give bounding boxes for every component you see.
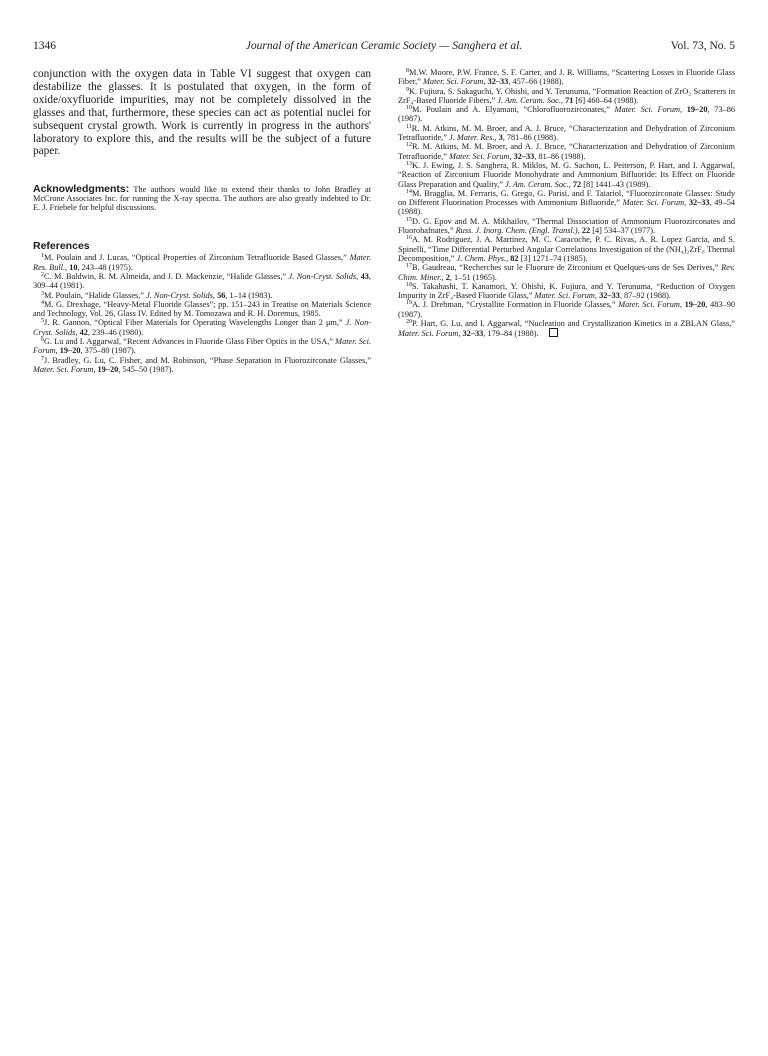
reference-citation: J. Bradley, G. Lu, C. Fisher, and M. Robinson, “Phase Separation in Fluorozirconate Glasses,” xyxy=(44,355,371,365)
reference-pages: , 81–86 (1988). xyxy=(534,151,586,161)
reference-citation: K. Fujiura, S. Sakaguchi, Y. Ohishi, and Y. Terunuma, “Formation Reaction of ZrO₂ Scatterers in ZrF₄-Based Fluoride Fibers,” xyxy=(398,86,735,105)
reference-journal: Mater. Sci. Forum, xyxy=(618,300,682,310)
reference-journal: Mater. Sci. Forum, xyxy=(614,105,683,115)
reference-item xyxy=(398,105,735,124)
reference-citation: S. Takahashi, T. Kanamori, Y. Ohishi, K. Fujiura, and Y. Terunuma, “Reduction of Oxygen Impurity in ZrF₄-Based Fluoride Glass,” xyxy=(398,281,735,301)
reference-journal: Mater. Sci. Forum, xyxy=(449,151,512,161)
left-column xyxy=(33,68,371,374)
reference-pages: , 179–84 (1988). xyxy=(483,329,539,339)
reference-item xyxy=(33,300,371,319)
reference-journal: Mater. Sci. Forum, xyxy=(622,198,687,208)
reference-pages: , 483–90 (1987). xyxy=(398,300,736,319)
reference-number: 7 xyxy=(41,355,44,362)
reference-number: 6 xyxy=(41,337,44,344)
reference-journal: J. Chem. Phys., xyxy=(456,253,509,263)
reference-item xyxy=(398,217,735,236)
reference-item xyxy=(398,124,735,143)
reference-citation: A. M. Rodriguez, J. A. Martinez, M. C. Caracoche, P. C. Rivas, A. R. Lopez Garcia, and S. Spinelli, “Time Differential Perturbed Angular Correlations Investigation of the (NH₄)₂ZrF₆ Thermal Decomposition,” xyxy=(398,235,735,263)
reference-number: 14 xyxy=(406,188,412,195)
reference-number: 15 xyxy=(406,216,412,223)
reference-number: 17 xyxy=(406,263,412,270)
reference-volume: 2 xyxy=(445,272,450,282)
reference-list-left xyxy=(33,253,371,374)
reference-journal: Rev. Chim. Miner., xyxy=(398,263,735,282)
reference-item xyxy=(33,356,371,375)
reference-number: 10 xyxy=(406,105,412,112)
reference-pages: , 375–80 (1987). xyxy=(80,346,136,356)
reference-pages: , 1–51 (1965). xyxy=(449,272,497,282)
reference-number: 18 xyxy=(406,281,412,288)
reference-journal: Mater. Sci. Forum, xyxy=(398,329,461,339)
reference-item xyxy=(398,68,735,87)
reference-item xyxy=(33,337,371,356)
reference-number: 4 xyxy=(41,299,44,306)
reference-citation: J. R. Gannon, “Optical Fiber Materials for Operating Wavelengths Longer than 2 μm,” xyxy=(44,318,346,328)
reference-list-right xyxy=(398,68,735,339)
reference-number: 3 xyxy=(41,290,44,297)
volume-issue: Vol. 73, No. 5 xyxy=(670,40,735,52)
reference-volume: 32–33 xyxy=(599,291,620,301)
acknowledgments xyxy=(33,185,371,212)
reference-volume: 19–20 xyxy=(97,364,119,374)
reference-citation: M. G. Drexhage, “Heavy-Metal Fluoride Glasses”; pp. 151–243 in Treatise on Materials Science and Technology, Vol. 26, Glass IV. Edited by M. Tomozawa and R. H. Doremus, 1985. xyxy=(33,299,371,319)
reference-citation: M.W. Moore, P.W. France, S. F. Carter, and J. R. Williams, “Scattering Losses in Fluoride Glass Fiber,” xyxy=(398,68,735,87)
reference-citation: R. M. Atkins, M. M. Broer, and A. J. Bruce, “Characterization and Dehydration of Zirconium Tetrafluoride,” xyxy=(398,123,735,143)
reference-journal: Mater. Sci. Forum, xyxy=(534,291,597,301)
reference-pages: , 545–50 (1987). xyxy=(118,364,174,374)
reference-pages: , 243–48 (1975). xyxy=(77,262,133,272)
reference-item xyxy=(398,161,735,189)
reference-number: 11 xyxy=(406,123,412,130)
reference-item xyxy=(33,253,371,272)
reference-number: 1 xyxy=(41,253,44,260)
right-column xyxy=(398,68,735,339)
reference-pages: , 87–92 (1988). xyxy=(619,291,671,301)
reference-number: 12 xyxy=(406,142,412,149)
reference-citation: P. Hart, G. Lu, and I. Aggarwal, “Nucleation and Crystallization Kinetics in a ZBLAN Glass,” xyxy=(412,319,735,329)
reference-volume: 3 xyxy=(498,133,503,143)
reference-number: 20 xyxy=(406,319,412,326)
reference-pages: , 239–46 (1980). xyxy=(87,327,144,337)
reference-journal: Mater. Sci. Forum, xyxy=(423,77,486,87)
reference-number: 8 xyxy=(406,68,409,74)
reference-citation: M. Poulain and A. Elyamani, “Chlorofluorozirconates,” xyxy=(412,105,615,115)
reference-item xyxy=(33,318,371,337)
reference-volume: 82 xyxy=(510,253,519,263)
reference-citation: D. G. Epov and M. A. Mikhailov, “Thermal Dissociation of Ammonium Fluorozirconates and Fluorohafnates,” xyxy=(398,216,735,236)
reference-volume: 19–20 xyxy=(59,346,81,356)
reference-item xyxy=(398,263,735,282)
reference-volume: 19–20 xyxy=(686,105,708,115)
reference-pages: [4] 534–37 (1977). xyxy=(590,226,656,236)
reference-pages: , 309–44 (1981). xyxy=(33,271,371,291)
reference-number: 16 xyxy=(406,235,412,242)
acknowledgments-text: The authors would like to extend their thanks to John Bradley at McCrone Associates Inc. for running the X-ray spectra. The authors are also greatly indebted to Dr. E. J. Friebele for helpful discussions. xyxy=(33,185,371,213)
reference-journal: J. Am. Ceram. Soc., xyxy=(497,95,563,105)
reference-item xyxy=(33,272,371,291)
reference-volume: 19–20 xyxy=(684,300,706,310)
reference-volume: 32–33 xyxy=(487,77,509,87)
reference-number: 13 xyxy=(406,160,412,167)
reference-pages: [8] 1441–43 (1989). xyxy=(581,179,651,189)
reference-volume: 32–33 xyxy=(462,329,484,339)
reference-volume: 42 xyxy=(79,327,88,337)
end-of-article-mark xyxy=(549,328,558,337)
reference-pages: , 49–54 (1988). xyxy=(398,198,736,217)
reference-item xyxy=(398,300,735,319)
reference-item xyxy=(398,235,735,263)
body-paragraph: conjunction with the oxygen data in Table VI suggest that oxygen can destabilize the glasses. It is postulated that oxygen, in the form of oxide/oxyfluoride impurities, may not be completely dissolved in the glasses and that, furthermore, these species can act as potential nuclei for subsequent crystal growth. Work is currently in progress in the authors' laboratory to explore this, and the results will be the subject of a future paper. xyxy=(33,68,371,158)
reference-pages: [3] 1271–74 (1985). xyxy=(518,253,588,263)
reference-citation: A. J. Drehman, “Crystallite Formation in Fluoride Glasses,” xyxy=(412,300,619,310)
reference-citation: C. M. Baldwin, R. M. Almeida, and J. D. Mackenzie, “Halide Glasses,” xyxy=(44,271,289,281)
reference-item xyxy=(398,142,735,161)
reference-item xyxy=(398,189,735,217)
reference-journal: Mater. Sci. Forum, xyxy=(33,364,96,374)
reference-volume: 72 xyxy=(572,179,582,189)
reference-citation: M. Poulain and J. Lucas, “Optical Properties of Zirconium Tetrafluoride Based Glasses,” xyxy=(44,253,350,263)
reference-number: 9 xyxy=(406,86,409,93)
reference-number: 2 xyxy=(41,271,44,278)
reference-item xyxy=(398,319,735,339)
reference-pages: , 1–14 (1983). xyxy=(225,290,273,300)
reference-journal: J. Non-Cryst. Solids, xyxy=(288,271,359,281)
reference-citation: K. J. Ewing, J. S. Sanghera, R. Miklos, M. G. Sachon, L. Peiterson, P. Hart, and I. Aggarwal, “Reaction of Zirconium Fluoride Monohydrate and Ammonium Bifluoride: Its Effect on Fluoride Glass Preparation and Quality,” xyxy=(398,160,735,189)
reference-volume: 32–33 xyxy=(688,198,710,208)
reference-volume: 22 xyxy=(581,226,591,236)
reference-volume: 43 xyxy=(360,271,369,281)
reference-volume: 10 xyxy=(69,262,78,272)
reference-citation: M. Bragglia, M. Ferraris, G. Grego, G. Parisi, and F. Taiariol, “Fluorozirconate Glasses: Study on Different Fluorination Processes with Ammonium Bifluoride,” xyxy=(398,188,735,208)
reference-pages: , 781–86 (1988). xyxy=(502,133,559,143)
running-header xyxy=(33,40,735,54)
reference-volume: 56 xyxy=(217,290,226,300)
reference-citation: R. M. Atkins, M. M. Broer, and A. J. Bruce, “Characterization and Dehydration of Zirconium Tetrafluoride,” xyxy=(398,142,735,161)
reference-journal: J. Non-Cryst. Solids, xyxy=(146,290,216,300)
reference-number: 5 xyxy=(41,318,44,325)
reference-journal: Mater. Res. Bull., xyxy=(33,253,371,272)
reference-number: 19 xyxy=(406,300,412,307)
page-number: 1346 xyxy=(33,40,56,52)
references-heading: References xyxy=(33,240,90,253)
acknowledgments-heading: Acknowledgments: xyxy=(33,183,130,196)
reference-citation: B. Gaudreau, “Recherches sur le Fluorure de Zirconium et Quelques-uns de Ses Derives,” xyxy=(412,263,722,273)
reference-journal: Russ. J. Inorg. Chem. (Engl. Transl.), xyxy=(455,226,580,236)
reference-journal: J. Non-Cryst. Solids, xyxy=(33,318,371,337)
journal-title: Journal of the American Ceramic Society — Sanghera et al. xyxy=(245,40,523,52)
reference-pages: , 73–86 (1987). xyxy=(398,105,735,124)
reference-journal: J. Am. Ceram. Soc., xyxy=(505,179,571,189)
reference-item xyxy=(398,87,735,106)
reference-item xyxy=(33,291,371,300)
reference-citation: M. Poulain, “Halide Glasses,” xyxy=(44,290,147,300)
reference-journal: Mater. Sci. Forum, xyxy=(33,337,371,356)
reference-volume: 32–33 xyxy=(513,151,535,161)
reference-journal: J. Mater. Res., xyxy=(449,133,497,143)
reference-volume: 71 xyxy=(565,95,574,105)
reference-pages: [6] 460–64 (1988). xyxy=(573,95,639,105)
reference-citation: G. Lu and I. Aggarwal, “Recent Advances in Fluoride Glass Fiber Optics in the USA,” xyxy=(44,337,336,347)
reference-pages: , 457–66 (1988). xyxy=(508,77,564,87)
reference-item xyxy=(398,282,735,301)
